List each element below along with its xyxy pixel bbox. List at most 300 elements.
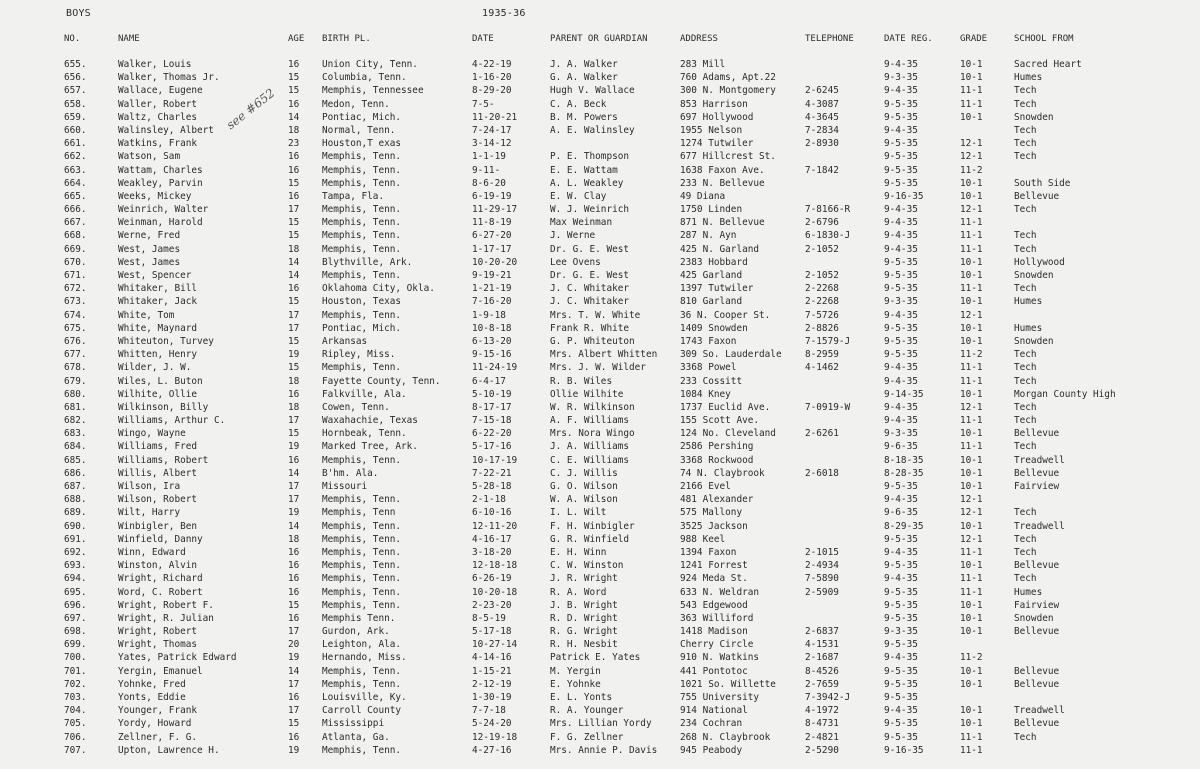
grade: 11-1 [960,85,983,97]
grade: 11-1 [960,573,983,585]
date-registered: 9-5-35 [884,322,918,334]
birth-date: 11-20-21 [472,111,518,123]
student-name: Word, C. Robert [118,586,203,598]
address: 810 Garland [680,296,743,308]
student-name: White, Tom [118,309,175,321]
table-row [0,691,1200,704]
grade: 11-1 [960,230,983,242]
grade: 12-1 [960,533,983,545]
date-registered: 9-3-35 [884,72,918,84]
birth-place: Louisville, Ky. [322,692,407,703]
birth-place: Pontiac, Mich. [322,111,402,123]
parent-guardian: Lee Ovens [550,256,601,268]
row-no: 707. [64,744,87,756]
header-parent: PARENT OR GUARDIAN [550,34,648,44]
address: 3368 Powel [680,362,737,374]
birth-place: Carroll County [322,705,402,717]
birth-place: Memphis, Tenn. [322,309,402,321]
student-name: Yonts, Eddie [118,692,186,703]
address: 1241 Forrest [680,560,748,572]
grade: 11-1 [960,546,983,558]
address: 910 N. Watkins [680,652,760,664]
telephone: 2-6018 [805,467,839,479]
school-from: Treadwell [1014,705,1065,717]
school-from: Treadwell [1014,454,1065,466]
birth-date: 10-27-14 [472,639,518,651]
table-row [0,520,1200,533]
telephone: 2-8930 [805,138,839,150]
row-no: 705. [64,718,87,730]
student-name: Yates, Patrick Edward [118,652,237,664]
school-from: Tech [1014,349,1037,361]
telephone: 4-3087 [805,98,839,110]
age: 17 [288,626,300,638]
date-registered: 9-5-35 [884,599,918,611]
table-row [0,243,1200,256]
school-from: Tech [1014,124,1037,136]
date-registered: 8-28-35 [884,467,924,479]
student-name: Wright, Robert [118,626,198,638]
row-no: 682. [64,415,87,427]
date-registered: 9-5-35 [884,164,918,176]
birth-date: 6-4-17 [472,375,506,387]
birth-date: 6-13-20 [472,335,512,347]
birth-place: Houston, Texas [322,296,402,308]
birth-date: 2-1-18 [472,494,506,506]
parent-guardian: Ollie Wilhite [550,388,624,400]
grade: 11-1 [960,98,983,110]
address: 1084 Kney [680,388,731,400]
grade: 10-1 [960,678,983,690]
birth-place: Gurdon, Ark. [322,626,390,638]
date-registered: 9-4-35 [884,217,918,229]
school-from: Tech [1014,441,1037,453]
birth-date: 12-11-20 [472,520,518,532]
student-name: Wilson, Robert [118,494,198,506]
parent-guardian: G. A. Walker [550,72,618,84]
telephone: 7-2834 [805,124,839,136]
table-row [0,440,1200,453]
grade: 10-1 [960,718,983,730]
birth-place: Memphis, Tenn. [322,217,402,229]
row-no: 656. [64,72,87,84]
birth-date: 11-29-17 [472,204,518,216]
telephone: 2-6796 [805,217,839,229]
row-no: 663. [64,164,87,176]
telephone: 2-5909 [805,586,839,598]
age: 17 [288,309,300,321]
row-no: 662. [64,151,87,163]
table-row [0,124,1200,137]
table-row [0,98,1200,111]
student-name: Wiles, L. Buton [118,375,203,387]
birth-date: 8-29-20 [472,85,512,97]
date-registered: 9-5-35 [884,731,918,743]
date-registered: 9-4-35 [884,401,918,413]
row-no: 696. [64,599,87,611]
birth-place: Falkville, Ala. [322,388,407,400]
address: 945 Peabody [680,744,743,756]
birth-place: Memphis, Tenn. [322,243,402,255]
header-birth-place: BIRTH PL. [322,34,371,44]
parent-guardian: R. A. Word [550,586,607,598]
parent-guardian: E. Yohnke [550,678,601,690]
student-name: Wilhite, Ollie [118,388,198,400]
address: 853 Harrison [680,98,748,110]
address: 988 Keel [680,533,726,545]
student-name: Wright, R. Julian [118,612,214,624]
row-no: 671. [64,270,87,281]
table-row [0,84,1200,97]
address: 155 Scott Ave. [680,415,760,427]
grade: 12-1 [960,151,983,163]
birth-date: 6-19-19 [472,190,512,202]
school-from: Tech [1014,362,1037,374]
telephone: 4-1462 [805,362,839,374]
table-row [0,546,1200,559]
address: 1750 Linden [680,204,743,216]
student-name: Winston, Alvin [118,560,198,572]
table-row [0,269,1200,282]
row-no: 685. [64,454,87,466]
address: 914 National [680,705,748,717]
birth-date: 4-22-19 [472,59,512,70]
birth-place: Memphis, Tenn. [322,230,402,242]
birth-date: 3-18-20 [472,546,512,558]
telephone: 2-6245 [805,85,839,97]
grade: 10-1 [960,481,983,492]
header-school-from: SCHOOL FROM [1014,34,1074,44]
date-registered: 9-4-35 [884,652,918,664]
row-no: 700. [64,652,87,664]
row-no: 672. [64,283,87,295]
row-no: 690. [64,520,87,532]
age: 18 [288,243,300,255]
telephone: 2-2268 [805,283,839,295]
school-from: Bellevue [1014,678,1060,690]
row-no: 655. [64,59,87,70]
grade: 10-1 [960,388,983,400]
date-registered: 9-4-35 [884,309,918,321]
birth-date: 6-26-19 [472,573,512,585]
address: 575 Mallony [680,507,743,519]
age: 16 [288,692,300,703]
school-from: Tech [1014,415,1037,427]
table-row [0,651,1200,664]
table-row [0,375,1200,388]
school-from: Bellevue [1014,718,1060,730]
address: 924 Meda St. [680,573,748,585]
grade: 12-1 [960,204,983,216]
birth-place: Memphis, Tenn. [322,599,402,611]
age: 16 [288,573,300,585]
parent-guardian: R. G. Wright [550,626,618,638]
telephone: 2-5290 [805,744,839,756]
school-from: Snowden [1014,111,1054,123]
birth-date: 3-14-12 [472,138,512,150]
address: 1409 Snowden [680,322,748,334]
table-row [0,58,1200,71]
address: 755 University [680,692,760,703]
date-registered: 9-4-35 [884,124,918,136]
date-registered: 9-5-35 [884,283,918,295]
birth-place: Memphis, Tenn [322,507,396,519]
telephone: 2-7659 [805,678,839,690]
header-date: DATE [472,34,494,44]
grade: 11-1 [960,375,983,387]
parent-guardian: Dr. G. E. West [550,243,630,255]
age: 14 [288,665,300,677]
parent-guardian: J. A. Walker [550,59,618,70]
school-from: Tech [1014,243,1037,255]
student-name: Wright, Robert F. [118,599,214,611]
birth-place: Pontiac, Mich. [322,322,402,334]
student-name: Winfield, Danny [118,533,203,545]
birth-date: 5-24-20 [472,718,512,730]
parent-guardian: C. J. Willis [550,467,618,479]
parent-guardian: Mrs. J. W. Wilder [550,362,646,374]
address: 677 Hillcrest St. [680,151,776,163]
parent-guardian: J. Werne [550,230,596,242]
birth-date: 1-30-19 [472,692,512,703]
grade: 11-1 [960,243,983,255]
birth-date: 6-10-16 [472,507,512,519]
student-name: Wright, Thomas [118,639,198,651]
school-from: Snowden [1014,270,1054,281]
address: 425 Garland [680,270,743,281]
row-no: 678. [64,362,87,374]
header-grade: GRADE [960,34,988,44]
student-name: West, James [118,243,181,255]
birth-date: 4-16-17 [472,533,512,545]
telephone: 7-0919-W [805,401,851,413]
grade: 10-1 [960,626,983,638]
table-row [0,599,1200,612]
table-row [0,348,1200,361]
date-registered: 9-5-35 [884,349,918,361]
table-row [0,164,1200,177]
grade: 10-1 [960,454,983,466]
school-from: Snowden [1014,612,1054,624]
row-no: 706. [64,731,87,743]
row-no: 658. [64,98,87,110]
parent-guardian: M. Yergin [550,665,601,677]
birth-place: Fayette County, Tenn. [322,375,441,387]
grade: 10-1 [960,111,983,123]
age: 16 [288,612,300,624]
birth-date: 5-17-16 [472,441,512,453]
student-name: Wilder, J. W. [118,362,192,374]
grade: 11-1 [960,217,983,229]
parent-guardian: R. H. Nesbit [550,639,618,651]
birth-date: 11-24-19 [472,362,518,374]
telephone: 7-5726 [805,309,839,321]
address: 1394 Faxon [680,546,737,558]
row-no: 667. [64,217,87,229]
school-from: Snowden [1014,335,1054,347]
age: 15 [288,296,300,308]
birth-place: Memphis, Tenn. [322,665,402,677]
age: 15 [288,217,300,229]
student-name: Wilson, Ira [118,481,181,492]
date-registered: 9-5-35 [884,270,918,281]
age: 16 [288,283,300,295]
birth-date: 1-15-21 [472,665,512,677]
row-no: 670. [64,256,87,268]
address: 543 Edgewood [680,599,748,611]
table-row [0,361,1200,374]
table-row [0,111,1200,124]
school-from: Morgan County High [1014,388,1116,400]
birth-date: 1-21-19 [472,283,512,295]
date-registered: 9-5-35 [884,335,918,347]
date-registered: 9-3-35 [884,626,918,638]
telephone: 2-1052 [805,270,839,281]
date-registered: 9-4-35 [884,494,918,506]
student-name: Whitten, Henry [118,349,198,361]
parent-guardian: E. L. Yonts [550,692,613,703]
school-from: Tech [1014,546,1037,558]
age: 18 [288,533,300,545]
birth-date: 7-24-17 [472,124,512,136]
age: 16 [288,586,300,598]
grade: 10-1 [960,428,983,440]
age: 15 [288,362,300,374]
birth-date: 1-17-17 [472,243,512,255]
school-from: Tech [1014,507,1037,519]
date-registered: 9-5-35 [884,586,918,598]
address: 1737 Euclid Ave. [680,401,771,413]
parent-guardian: W. A. Wilson [550,494,618,506]
age: 23 [288,138,300,150]
parent-guardian: A. L. Weakley [550,177,624,189]
date-registered: 9-5-35 [884,138,918,150]
table-row [0,480,1200,493]
school-from: Bellevue [1014,626,1060,638]
birth-date: 5-28-18 [472,481,512,492]
birth-place: Memphis, Tenn. [322,270,402,281]
telephone: 8-4731 [805,718,839,730]
birth-place: Waxahachie, Texas [322,415,418,427]
parent-guardian: I. L. Wilt [550,507,607,519]
table-row [0,572,1200,585]
address: 1274 Tutwiler [680,138,754,150]
student-name: Upton, Lawrence H. [118,744,220,756]
address: 1418 Madison [680,626,748,638]
birth-date: 8-5-19 [472,612,506,624]
telephone: 2-6261 [805,428,839,440]
birth-place: Memphis, Tenn. [322,520,402,532]
student-name: Watkins, Frank [118,138,198,150]
parent-guardian: R. D. Wright [550,612,618,624]
parent-guardian: C. E. Williams [550,454,630,466]
birth-date: 7-16-20 [472,296,512,308]
table-row [0,454,1200,467]
grade: 10-1 [960,705,983,717]
date-registered: 9-5-35 [884,98,918,110]
telephone: 6-1830-J [805,230,851,242]
row-no: 660. [64,124,87,136]
date-registered: 9-3-35 [884,428,918,440]
birth-date: 7-7-18 [472,705,506,717]
age: 14 [288,467,300,479]
row-no: 675. [64,322,87,334]
address: 871 N. Bellevue [680,217,765,229]
school-from: Humes [1014,296,1043,308]
student-name: Whitaker, Bill [118,283,198,295]
address: 441 Pontotoc [680,665,748,677]
address: 3368 Rockwood [680,454,754,466]
row-no: 691. [64,533,87,545]
student-name: White, Maynard [118,322,198,334]
table-row [0,533,1200,546]
birth-place: Mississippi [322,718,385,730]
grade: 10-1 [960,72,983,84]
parent-guardian: C. A. Beck [550,98,607,110]
date-registered: 9-4-35 [884,362,918,374]
age: 20 [288,639,300,651]
age: 14 [288,520,300,532]
school-from: Tech [1014,375,1037,387]
student-name: Zellner, F. G. [118,731,198,743]
row-no: 679. [64,375,87,387]
age: 18 [288,375,300,387]
telephone: 7-3942-J [805,692,851,703]
student-name: Yordy, Howard [118,718,192,730]
age: 14 [288,111,300,123]
birth-place: Memphis, Tenn. [322,560,402,572]
birth-place: Hornbeak, Tenn. [322,428,407,440]
birth-date: 6-22-20 [472,428,512,440]
date-registered: 9-4-35 [884,415,918,427]
date-registered: 9-4-35 [884,573,918,585]
birth-place: Ripley, Miss. [322,349,396,361]
date-registered: 9-5-35 [884,678,918,690]
address: 300 N. Montgomery [680,85,776,97]
row-no: 657. [64,85,87,97]
parent-guardian: Dr. G. E. West [550,270,630,281]
age: 16 [288,731,300,743]
parent-guardian: J. C. Whitaker [550,296,630,308]
school-from: Bellevue [1014,428,1060,440]
telephone: 7-1579-J [805,335,851,347]
parent-guardian: E. E. Wattam [550,164,618,176]
row-no: 684. [64,441,87,453]
school-from: Tech [1014,230,1037,242]
telephone: 2-1687 [805,652,839,664]
parent-guardian: Mrs. Annie P. Davis [550,744,658,756]
header-no: NO. [64,34,81,44]
student-name: Whitaker, Jack [118,296,198,308]
telephone: 2-1052 [805,243,839,255]
birth-date: 5-10-19 [472,388,512,400]
birth-date: 11-8-19 [472,217,512,229]
date-registered: 8-18-35 [884,454,924,466]
telephone: 8-4526 [805,665,839,677]
date-registered: 9-16-35 [884,190,924,202]
birth-date: 9-15-16 [472,349,512,361]
table-row [0,493,1200,506]
date-registered: 9-4-35 [884,243,918,255]
row-no: 693. [64,560,87,572]
address: 74 N. Claybrook [680,467,765,479]
birth-place: Memphis, Tenn. [322,204,402,216]
address: 3525 Jackson [680,520,748,532]
grade: 10-1 [960,270,983,281]
table-row [0,216,1200,229]
grade: 11-2 [960,349,983,361]
table-row [0,704,1200,717]
